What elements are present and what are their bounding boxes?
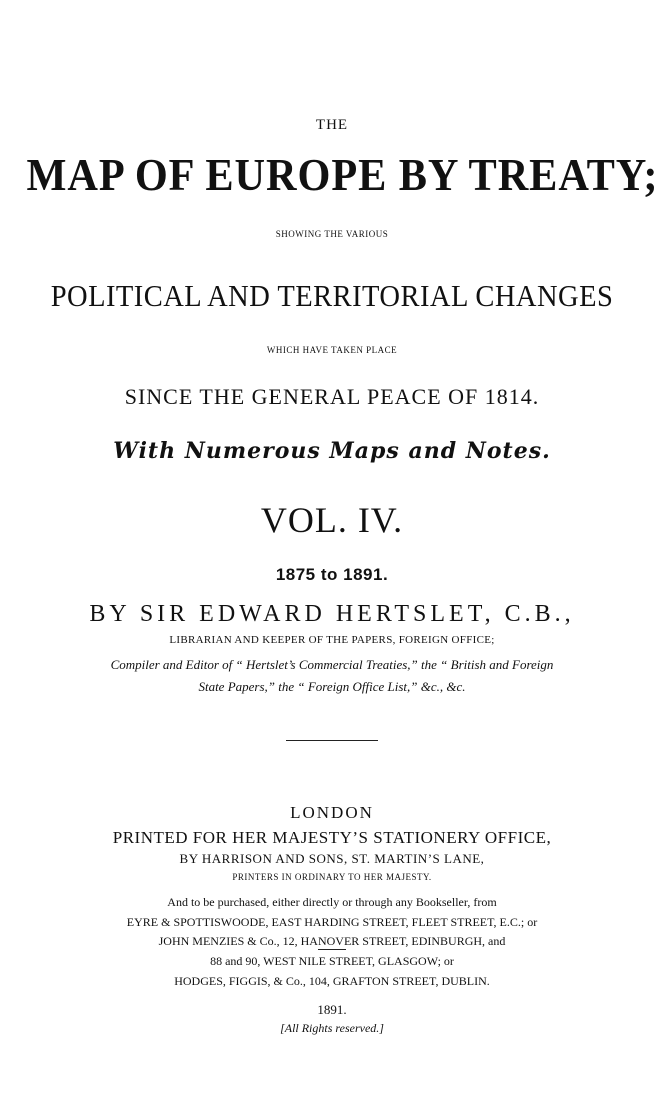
compiler-line-1: Compiler and Editor of “ Hertslet’s Commercial Treaties,” the “ British and Foreign <box>110 657 554 672</box>
showing-the-various: SHOWING THE VARIOUS <box>275 229 389 239</box>
title-the: THE <box>315 117 349 133</box>
publication-year: 1891. <box>317 1002 347 1017</box>
since-general-peace: SINCE THE GENERAL PEACE OF 1814. <box>124 384 540 409</box>
which-have-taken-place: WHICH HAVE TAKEN PLACE <box>266 345 398 355</box>
purchase-line-5: HODGES, FIGGIS, & Co., 104, GRAFTON STREET, DUBLIN. <box>174 974 490 988</box>
divider-rule <box>286 740 378 741</box>
subtitle: POLITICAL AND TERRITORIAL CHANGES <box>50 278 614 313</box>
rights-reserved: [All Rights reserved.] <box>280 1021 384 1035</box>
publisher-city: LONDON <box>290 803 374 822</box>
year-range: 1875 to 1891. <box>275 565 389 584</box>
author-role: LIBRARIAN AND KEEPER OF THE PAPERS, FOREIGN OFFICE; <box>169 634 495 646</box>
with-maps-and-notes: With Numerous Maps and Notes. <box>113 438 551 464</box>
purchase-line-2: EYRE & SPOTTISWOODE, EAST HARDING STREET, FLEET STREET, E.C.; or <box>126 915 538 929</box>
main-title: MAP OF EUROPE BY TREATY; <box>26 149 659 200</box>
printer-name: BY HARRISON AND SONS, ST. MARTIN’S LANE, <box>179 851 485 866</box>
purchase-line-3: JOHN MENZIES & Co., 12, HANOVER STREET, EDINBURGH, and <box>158 934 506 948</box>
printed-for: PRINTED FOR HER MAJESTY’S STATIONERY OFFICE, <box>112 828 552 847</box>
short-divider-rule <box>318 949 346 950</box>
volume-number: VOL. IV. <box>260 500 404 540</box>
printer-role: PRINTERS IN ORDINARY TO HER MAJESTY. <box>232 872 432 882</box>
author-name: BY SIR EDWARD HERTSLET, C.B., <box>89 601 575 627</box>
purchase-line-4: 88 and 90, WEST NILE STREET, GLASGOW; or <box>210 954 454 968</box>
purchase-line-1: And to be purchased, either directly or through any Bookseller, from <box>167 895 497 909</box>
compiler-line-2: State Papers,” the “ Foreign Office List,” &c., &c. <box>198 679 466 694</box>
